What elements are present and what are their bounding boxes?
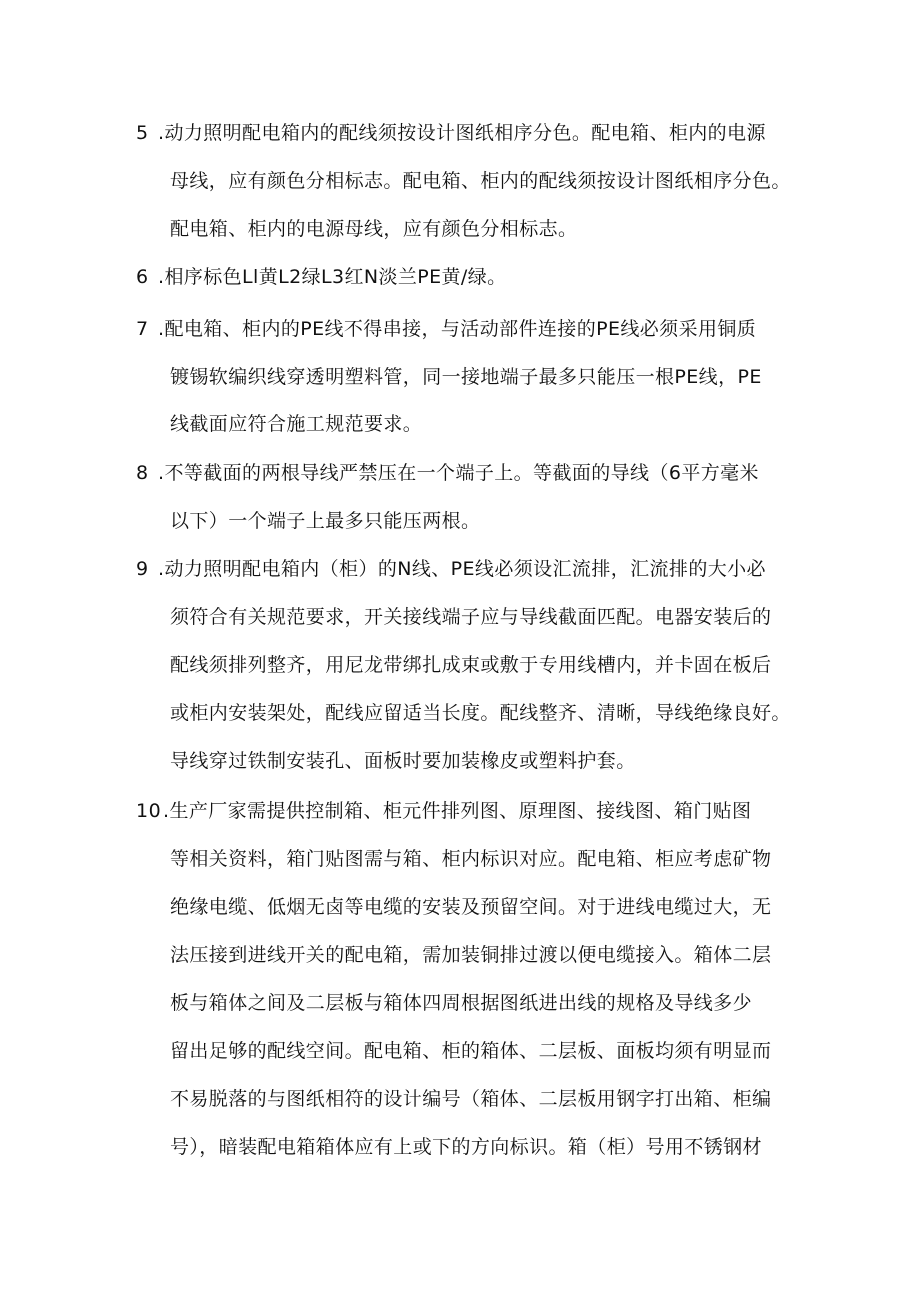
item-text-line: 配电箱、柜内的电源母线，应有颜色分相标志。 [170, 218, 578, 240]
item-text-line: 镀锡软编织线穿透明塑料管，同一接地端子最多只能压一根PE线，PE [170, 366, 762, 388]
item-text-line: .不等截面的两根导线严禁压在一个端子上。等截面的导线（6平方毫米 [158, 462, 759, 484]
item-text-line: 留出足够的配线空间。配电箱、柜的箱体、二层板、面板均须有明显而 [170, 1040, 772, 1062]
item-text-line: .生产厂家需提供控制箱、柜元件排列图、原理图、接线图、箱门贴图 [163, 800, 752, 822]
item-text-line: 板与箱体之间及二层板与箱体四周根据图纸进出线的规格及导线多少 [170, 992, 753, 1014]
item-text-line: .配电箱、柜内的PE线不得串接，与活动部件连接的PE线必须采用铜质 [158, 318, 757, 340]
item-text-line: .动力照明配电箱内的配线须按设计图纸相序分色。配电箱、柜内的电源 [158, 122, 766, 144]
item-text-line: 法压接到进线开关的配电箱，需加装铜排过渡以便电缆接入。箱体二层 [170, 944, 772, 966]
item-text-line: 不易脱落的与图纸相符的设计编号（箱体、二层板用钢字打出箱、柜编 [170, 1088, 772, 1110]
item-number: 6 [136, 266, 149, 288]
item-number: 7 [136, 318, 149, 340]
item-text-line: 等相关资料，箱门贴图需与箱、柜内标识对应。配电箱、柜应考虑矿物 [170, 848, 772, 870]
item-text-line: 配线须排列整齐，用尼龙带绑扎成束或敷于专用线槽内，并卡固在板后 [170, 654, 772, 676]
item-number: 5 [136, 122, 149, 144]
item-text-line: .动力照明配电箱内（柜）的N线、PE线必须设汇流排，汇流排的大小必 [158, 558, 766, 580]
item-text-line: 号），暗装配电箱箱体应有上或下的方向标识。箱（柜）号用不锈钢材 [170, 1136, 762, 1158]
item-text-line: 或柜内安装架处，配线应留适当长度。配线整齐、清晰，导线绝缘良好。 [170, 702, 791, 724]
item-text-line: 须符合有关规范要求，开关接线端子应与导线截面匹配。电器安装后的 [170, 606, 772, 628]
item-text-line: 绝缘电缆、低烟无卤等电缆的安装及预留空间。对于进线电缆过大，无 [170, 896, 772, 918]
item-text-line: 线截面应符合施工规范要求。 [170, 413, 423, 435]
item-text-line: 母线，应有颜色分相标志。配电箱、柜内的配线须按设计图纸相序分色。 [170, 170, 791, 192]
item-number: 8 [136, 462, 149, 484]
item-number: 9 [136, 558, 149, 580]
item-text-line: 导线穿过铁制安装孔、面板时要加装橡皮或塑料护套。 [170, 750, 636, 772]
item-number: 10 [136, 800, 162, 822]
item-text-line: .相序标色Ll黄L2绿L3红N淡兰PE黄/绿。 [158, 266, 507, 288]
item-text-line: 以下）一个端子上最多只能压两根。 [170, 510, 481, 532]
